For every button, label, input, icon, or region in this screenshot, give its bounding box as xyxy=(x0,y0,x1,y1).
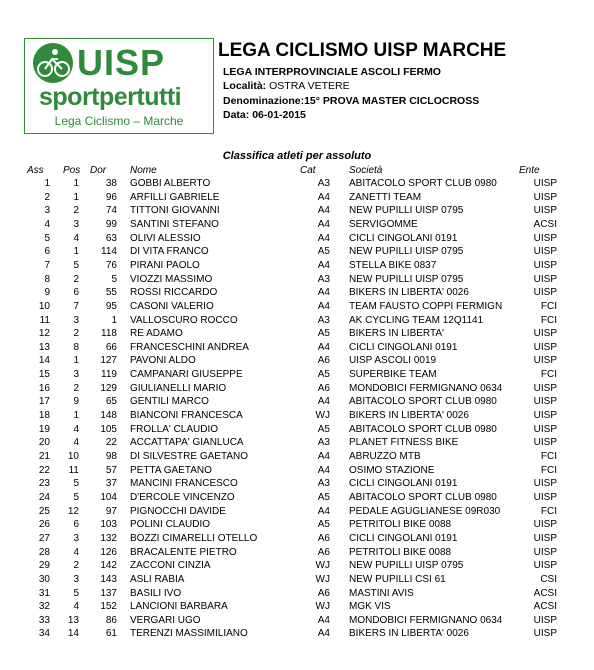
table-row xyxy=(0,300,594,313)
cell-ente: FCI xyxy=(540,505,557,517)
cell-nome: BRACALENTE PIETRO xyxy=(130,546,237,558)
cell-societa: NEW PUPILLI UISP 0795 xyxy=(349,246,464,258)
table-row xyxy=(0,587,594,600)
cell-pos: 4 xyxy=(73,546,79,558)
table-row xyxy=(0,423,594,436)
table-row xyxy=(0,314,594,327)
cell-ass: 23 xyxy=(38,478,50,490)
cell-ente: UISP xyxy=(533,410,557,422)
cell-pos: 3 xyxy=(73,369,79,381)
cell-pos: 1 xyxy=(73,410,79,422)
cell-pos: 11 xyxy=(68,464,79,476)
cell-societa: UISP ASCOLI 0019 xyxy=(349,355,437,367)
cell-societa: CICLI CINGOLANI 0191 xyxy=(349,232,458,244)
cell-cat: WJ xyxy=(315,560,330,572)
cell-cat: A4 xyxy=(317,218,330,230)
cell-dor: 5 xyxy=(111,273,117,285)
table-row xyxy=(0,204,594,217)
cell-pos: 2 xyxy=(73,382,79,394)
table-row xyxy=(0,614,594,627)
cell-ente: UISP xyxy=(533,628,557,640)
cell-nome: FROLLA' CLAUDIO xyxy=(130,423,219,435)
cell-pos: 1 xyxy=(73,191,79,203)
cell-ass: 27 xyxy=(38,532,50,544)
cell-nome: FRANCESCHINI ANDREA xyxy=(130,341,249,353)
table-row xyxy=(0,259,594,272)
cell-cat: A6 xyxy=(317,546,330,558)
cell-dor: 152 xyxy=(100,601,117,613)
denominazione-value: 15° PROVA MASTER CICLOCROSS xyxy=(304,95,480,107)
cell-nome: BIANCONI FRANCESCA xyxy=(130,410,243,422)
col-pos-header: Pos xyxy=(63,165,81,176)
cell-pos: 10 xyxy=(67,451,79,462)
table-row xyxy=(0,505,594,518)
cell-cat: A4 xyxy=(317,628,330,640)
cell-pos: 1 xyxy=(73,355,79,367)
cell-ass: 15 xyxy=(38,369,50,381)
cell-dor: 137 xyxy=(100,587,117,599)
cell-societa: BIKERS IN LIBERTA' 0026 xyxy=(349,287,469,299)
cell-ass: 16 xyxy=(38,382,50,394)
table-row xyxy=(0,273,594,286)
cell-dor: 55 xyxy=(105,287,117,299)
cell-cat: A4 xyxy=(317,232,330,244)
cell-dor: 119 xyxy=(101,369,117,381)
cell-ass: 12 xyxy=(38,328,50,340)
cell-dor: 76 xyxy=(105,259,117,271)
cell-cat: A4 xyxy=(317,205,330,217)
cell-pos: 2 xyxy=(73,205,79,217)
cell-dor: 86 xyxy=(105,614,117,626)
cell-societa: ABRUZZO MTB xyxy=(349,451,421,462)
cell-dor: 142 xyxy=(100,560,117,572)
cell-societa: PEDALE AGUGLIANESE 09R030 xyxy=(349,505,501,517)
cell-societa: NEW PUPILLI CSI 61 xyxy=(349,573,446,585)
cell-ass: 3 xyxy=(44,205,50,217)
cell-pos: 2 xyxy=(73,560,79,572)
cell-cat: A5 xyxy=(317,519,330,531)
cell-nome: POLINI CLAUDIO xyxy=(130,519,211,531)
cell-societa: AK CYCLING TEAM 12Q1141 xyxy=(349,314,484,326)
cell-cat: A4 xyxy=(317,451,330,462)
cell-pos: 4 xyxy=(73,232,79,244)
cell-cat: A4 xyxy=(317,191,330,203)
cell-pos: 5 xyxy=(73,587,79,599)
cell-societa: BIKERS IN LIBERTA' 0026 xyxy=(349,410,469,422)
denominazione-label: Denominazione: xyxy=(223,95,305,107)
cell-pos: 5 xyxy=(73,491,79,503)
cell-nome: RE ADAMO xyxy=(130,328,183,340)
cell-nome: BOZZI CIMARELLI OTELLO xyxy=(130,532,258,544)
cell-societa: CICLI CINGOLANI 0191 xyxy=(349,341,458,353)
cell-societa: ABITACOLO SPORT CLUB 0980 xyxy=(349,178,497,189)
cell-societa: PLANET FITNESS BIKE xyxy=(349,437,459,449)
cell-dor: 129 xyxy=(100,382,117,394)
table-row xyxy=(0,518,594,531)
cell-societa: PETRITOLI BIKE 0088 xyxy=(349,519,452,531)
cell-cat: A6 xyxy=(317,382,330,394)
cell-societa: OSIMO STAZIONE xyxy=(349,464,435,476)
table-row xyxy=(0,382,594,395)
logo-uisp-text: UISP xyxy=(77,42,166,83)
cell-dor: 37 xyxy=(105,478,117,490)
cell-nome: OLIVI ALESSIO xyxy=(130,232,201,244)
cell-nome: MANCINI FRANCESCO xyxy=(130,478,238,490)
cell-ass: 32 xyxy=(38,601,50,613)
cell-cat: A4 xyxy=(317,259,330,271)
cell-cat: A5 xyxy=(317,491,330,503)
cell-dor: 61 xyxy=(105,628,117,640)
cell-nome: DI VITA FRANCO xyxy=(130,246,209,258)
cell-cat: A6 xyxy=(317,532,330,544)
data-line xyxy=(223,109,306,121)
cell-societa: MONDOBICI FERMIGNANO 0634 xyxy=(349,614,503,626)
cell-pos: 3 xyxy=(73,218,79,230)
cell-cat: A3 xyxy=(317,437,330,449)
table-row xyxy=(0,464,594,477)
cell-ass: 7 xyxy=(44,259,50,271)
cell-nome: TERENZI MASSIMILIANO xyxy=(130,628,248,640)
cell-cat: A4 xyxy=(317,287,330,299)
cell-ass: 19 xyxy=(38,423,50,435)
cell-dor: 74 xyxy=(105,205,117,217)
cell-societa: CICLI CINGOLANI 0191 xyxy=(349,478,458,490)
cell-ass: 9 xyxy=(44,287,50,299)
col-dor-header: Dor xyxy=(90,165,107,176)
classifica-title: Classifica atleti per assoluto xyxy=(222,150,372,162)
cell-ente: ACSI xyxy=(533,218,557,230)
cell-ass: 20 xyxy=(38,437,50,449)
cell-ente: FCI xyxy=(540,464,557,476)
cell-societa: NEW PUPILLI UISP 0795 xyxy=(349,560,464,572)
cell-ass: 4 xyxy=(44,218,50,230)
cell-societa: NEW PUPILLI UISP 0795 xyxy=(349,205,464,217)
table-row xyxy=(0,532,594,545)
cell-pos: 8 xyxy=(73,341,79,353)
cell-nome: BASILI IVO xyxy=(130,587,182,599)
table-row xyxy=(0,245,594,258)
page-title: LEGA CICLISMO UISP MARCHE xyxy=(218,40,507,61)
data-value: 06-01-2015 xyxy=(252,109,306,121)
cell-cat: A5 xyxy=(317,246,330,258)
cell-nome: ARFILLI GABRIELE xyxy=(130,191,220,203)
cell-dor: 105 xyxy=(100,423,117,435)
cell-ass: 25 xyxy=(38,505,50,517)
cell-societa: ABITACOLO SPORT CLUB 0980 xyxy=(349,423,497,435)
cell-ass: 8 xyxy=(44,273,50,285)
cell-pos: 12 xyxy=(67,505,79,517)
cell-dor: 127 xyxy=(100,355,117,367)
cell-dor: 98 xyxy=(105,451,117,462)
cell-societa: STELLA BIKE 0837 xyxy=(349,259,437,271)
cell-ente: UISP xyxy=(533,341,557,353)
cell-pos: 4 xyxy=(73,601,79,613)
cell-ente: ACSI xyxy=(533,587,557,599)
col-ente-header: Ente xyxy=(519,165,540,176)
cell-ente: FCI xyxy=(540,451,557,462)
cell-ass: 6 xyxy=(44,246,50,258)
cell-ente: FCI xyxy=(540,300,557,312)
cell-nome: CASONI VALERIO xyxy=(130,300,214,312)
col-cat-header: Cat xyxy=(300,165,316,176)
table-row xyxy=(0,409,594,422)
cell-dor: 126 xyxy=(100,546,117,558)
cell-ente: UISP xyxy=(533,560,557,572)
cell-ente: CSI xyxy=(540,573,557,585)
cell-nome: PIRANI PAOLO xyxy=(130,259,200,271)
cell-ass: 14 xyxy=(38,355,50,367)
cell-nome: ROSSI RICCARDO xyxy=(130,287,218,299)
cell-cat: WJ xyxy=(315,601,330,613)
cell-cat: A4 xyxy=(317,505,330,517)
cell-pos: 14 xyxy=(67,628,79,640)
logo-lega-text: Lega Ciclismo – Marche xyxy=(54,114,184,128)
cell-ass: 17 xyxy=(38,396,50,408)
data-label: Data: xyxy=(223,109,250,121)
table-row xyxy=(0,327,594,340)
table-row xyxy=(0,368,594,381)
localita-label: Località: xyxy=(223,80,267,92)
cell-ass: 5 xyxy=(44,232,50,244)
table-row xyxy=(0,341,594,354)
cell-nome: PIGNOCCHI DAVIDE xyxy=(130,505,226,517)
cell-dor: 38 xyxy=(105,178,117,189)
table-row xyxy=(0,286,594,299)
cell-ass: 24 xyxy=(38,491,50,503)
cell-ass: 2 xyxy=(44,191,50,203)
cell-pos: 2 xyxy=(73,273,79,285)
cell-cat: A5 xyxy=(317,328,330,340)
cell-pos: 6 xyxy=(73,287,79,299)
cell-ente: UISP xyxy=(533,532,557,544)
cell-dor: 118 xyxy=(101,328,117,340)
cell-societa: SERVIGOMME xyxy=(349,218,418,230)
table-row xyxy=(0,232,594,245)
cell-cat: A3 xyxy=(317,178,330,189)
cell-pos: 3 xyxy=(73,314,79,326)
table-row xyxy=(0,450,594,463)
cell-ente: FCI xyxy=(540,314,557,326)
cell-ass: 30 xyxy=(38,573,50,585)
col-ass-header: Ass xyxy=(27,165,44,176)
cell-ente: UISP xyxy=(533,355,557,367)
cell-ass: 33 xyxy=(38,614,50,626)
cell-pos: 6 xyxy=(73,519,79,531)
cell-ass: 29 xyxy=(38,560,50,572)
cell-ass: 26 xyxy=(38,519,50,531)
cell-societa: TEAM FAUSTO COPPI FERMIGN xyxy=(349,300,503,312)
table-row xyxy=(0,354,594,367)
cell-cat: A4 xyxy=(317,341,330,353)
cell-societa: BIKERS IN LIBERTA' 0026 xyxy=(349,628,469,640)
cell-pos: 3 xyxy=(73,573,79,585)
cell-dor: 104 xyxy=(100,491,117,503)
table-row xyxy=(0,546,594,559)
col-societa-header: Società xyxy=(349,165,383,176)
cell-dor: 95 xyxy=(105,300,117,312)
table-row xyxy=(0,627,594,640)
cell-dor: 99 xyxy=(105,218,117,230)
cell-dor: 148 xyxy=(100,410,117,422)
cell-societa: MGK VIS xyxy=(349,601,391,613)
cell-ass: 18 xyxy=(38,410,50,422)
cell-pos: 1 xyxy=(73,246,79,258)
cell-ente: UISP xyxy=(533,491,557,503)
cell-dor: 97 xyxy=(105,505,117,517)
cell-cat: A4 xyxy=(317,464,330,476)
cell-dor: 22 xyxy=(105,437,117,449)
cell-ente: UISP xyxy=(533,205,557,217)
cell-nome: GOBBI ALBERTO xyxy=(130,178,211,189)
cell-nome: D'ERCOLE VINCENZO xyxy=(130,491,235,503)
logo-sportpertutti-text: sportpertutti xyxy=(39,83,182,111)
cell-dor: 1 xyxy=(111,314,117,326)
cell-cat: A5 xyxy=(317,369,330,381)
cell-dor: 143 xyxy=(100,573,117,585)
cell-nome: ASLI RABIA xyxy=(130,573,185,585)
cell-cat: WJ xyxy=(315,410,330,422)
cell-nome: PETTA GAETANO xyxy=(130,464,212,476)
cell-ente: FCI xyxy=(540,369,557,381)
cell-societa: ZANETTI TEAM xyxy=(349,191,422,203)
table-row xyxy=(0,573,594,586)
cell-nome: SANTINI STEFANO xyxy=(130,218,219,230)
table-row xyxy=(0,177,594,190)
cell-ente: UISP xyxy=(533,382,557,394)
cell-nome: VERGARI UGO xyxy=(130,614,201,626)
cell-cat: A5 xyxy=(317,423,330,435)
cell-ente: UISP xyxy=(533,546,557,558)
cell-societa: MASTINI AVIS xyxy=(349,587,414,599)
cell-pos: 5 xyxy=(73,259,79,271)
cell-ente: UISP xyxy=(533,191,557,203)
cell-ente: UISP xyxy=(533,478,557,490)
cell-pos: 9 xyxy=(73,396,79,408)
cell-ass: 31 xyxy=(38,587,50,599)
table-row xyxy=(0,395,594,408)
cell-dor: 103 xyxy=(100,519,117,531)
cell-dor: 63 xyxy=(105,232,117,244)
cell-cat: A3 xyxy=(317,314,330,326)
cell-ass: 22 xyxy=(38,464,50,476)
cell-cat: A6 xyxy=(317,587,330,599)
cell-ente: UISP xyxy=(533,423,557,435)
cell-societa: SUPERBIKE TEAM xyxy=(349,369,437,381)
cell-nome: DI SILVESTRE GAETANO xyxy=(130,451,248,462)
table-row xyxy=(0,559,594,572)
cell-ass: 28 xyxy=(38,546,50,558)
cell-nome: ACCATTAPA' GIANLUCA xyxy=(130,437,244,449)
cell-pos: 5 xyxy=(73,478,79,490)
cell-cat: A3 xyxy=(317,478,330,490)
cell-pos: 4 xyxy=(73,423,79,435)
cell-ente: UISP xyxy=(533,246,557,258)
cell-ass: 11 xyxy=(39,314,50,326)
cell-ass: 10 xyxy=(38,300,50,312)
table-row xyxy=(0,600,594,613)
cell-nome: CAMPANARI GIUSEPPE xyxy=(130,369,243,381)
uisp-logo xyxy=(24,38,214,134)
cell-societa: BIKERS IN LIBERTA' xyxy=(349,328,444,340)
org-name: LEGA INTERPROVINCIALE ASCOLI FERMO xyxy=(223,66,441,78)
cell-ass: 13 xyxy=(38,341,50,353)
cell-ass: 1 xyxy=(44,178,50,189)
cell-cat: A3 xyxy=(317,273,330,285)
cell-dor: 132 xyxy=(100,532,117,544)
cell-nome: PAVONI ALDO xyxy=(130,355,196,367)
cell-nome: ZACCONI CINZIA xyxy=(130,560,211,572)
cell-ente: UISP xyxy=(533,273,557,285)
cell-pos: 4 xyxy=(73,437,79,449)
cell-cat: WJ xyxy=(315,573,330,585)
cyclist-emblem-icon xyxy=(31,41,75,85)
cell-ente: UISP xyxy=(533,519,557,531)
table-row xyxy=(0,191,594,204)
cell-societa: ABITACOLO SPORT CLUB 0980 xyxy=(349,396,497,408)
cell-ente: UISP xyxy=(533,232,557,244)
cell-societa: CICLI CINGOLANI 0191 xyxy=(349,532,458,544)
cell-cat: A4 xyxy=(317,614,330,626)
cell-ente: UISP xyxy=(533,287,557,299)
cell-ass: 21 xyxy=(38,451,50,462)
col-nome-header: Nome xyxy=(130,165,157,176)
cell-pos: 2 xyxy=(73,328,79,340)
cell-dor: 65 xyxy=(105,396,117,408)
cell-societa: PETRITOLI BIKE 0088 xyxy=(349,546,452,558)
cell-dor: 114 xyxy=(101,246,117,258)
cell-ente: UISP xyxy=(533,259,557,271)
cell-cat: A6 xyxy=(317,355,330,367)
cell-nome: LANCIONI BARBARA xyxy=(130,601,228,613)
cell-ente: UISP xyxy=(533,178,557,189)
table-row xyxy=(0,436,594,449)
table-row xyxy=(0,477,594,490)
cell-dor: 57 xyxy=(105,464,117,476)
cell-ente: UISP xyxy=(533,437,557,449)
cell-societa: NEW PUPILLI UISP 0795 xyxy=(349,273,464,285)
cell-nome: TITTONI GIOVANNI xyxy=(130,205,220,217)
denominazione-line xyxy=(223,95,479,107)
cell-nome: GIULIANELLI MARIO xyxy=(130,382,227,394)
cell-cat: A4 xyxy=(317,300,330,312)
cell-nome: VIOZZI MASSIMO xyxy=(130,273,213,285)
localita-line xyxy=(223,80,350,92)
table-row xyxy=(0,218,594,231)
table-row xyxy=(0,491,594,504)
cell-pos: 1 xyxy=(73,178,79,189)
cell-nome: GENTILI MARCO xyxy=(130,396,209,408)
cell-societa: ABITACOLO SPORT CLUB 0980 xyxy=(349,491,497,503)
cell-ente: ACSI xyxy=(533,601,557,613)
cell-ente: UISP xyxy=(533,328,557,340)
cell-pos: 13 xyxy=(67,614,79,626)
cell-societa: MONDOBICI FERMIGNANO 0634 xyxy=(349,382,503,394)
cell-cat: A4 xyxy=(317,396,330,408)
localita-value: OSTRA VETERE xyxy=(269,80,350,92)
cell-ente: UISP xyxy=(533,614,557,626)
cell-pos: 7 xyxy=(73,300,79,312)
cell-pos: 3 xyxy=(73,532,79,544)
cell-ass: 34 xyxy=(38,628,50,640)
cell-dor: 66 xyxy=(105,341,117,353)
cell-dor: 96 xyxy=(105,191,117,203)
cell-ente: UISP xyxy=(533,396,557,408)
table-header xyxy=(0,164,594,177)
cell-nome: VALLOSCURO ROCCO xyxy=(130,314,238,326)
